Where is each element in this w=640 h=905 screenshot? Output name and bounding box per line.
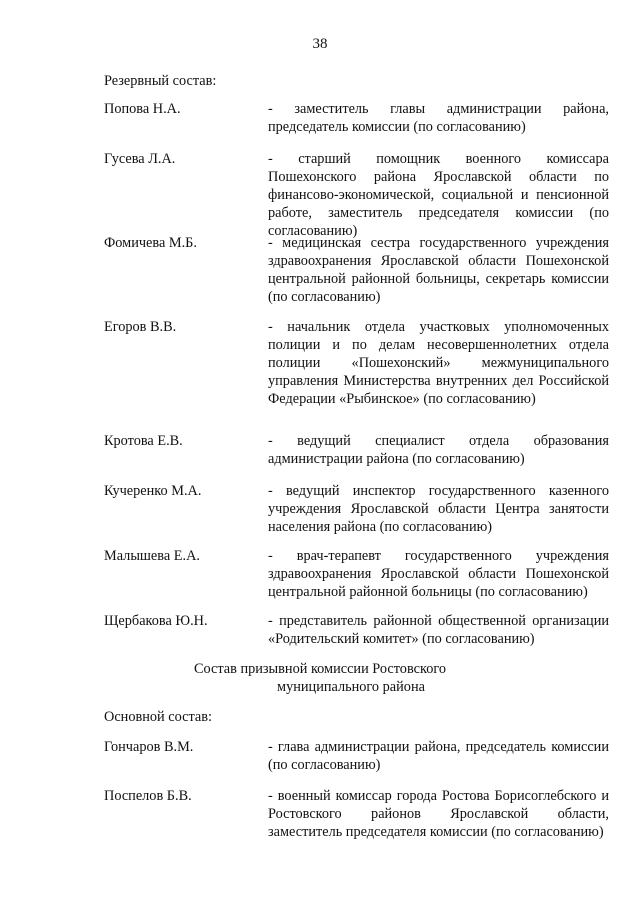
page-number: 38 [312, 36, 328, 52]
member-role: - врач-терапевт государственного учреждения здравоохранения Ярославской области Пошехонской центральной районной больницы (по согласованию) [268, 548, 609, 600]
main-heading: Основной состав: [104, 709, 212, 725]
member-role: - глава администрации района, председатель комиссии (по согласованию) [268, 739, 609, 773]
member-name: Кротова Е.В. [104, 433, 183, 449]
section-title [0, 660, 640, 696]
member-role: - старший помощник военного комиссара Пошехонского района Ярославской области по финансово-экономической, социальной и пенсионной работе, заместитель председателя комиссии (по согласованию) [268, 151, 609, 239]
section-title-line-2: муниципального района [277, 679, 425, 695]
member-name: Гончаров В.М. [104, 739, 194, 755]
member-role: - заместитель главы администрации района, председатель комиссии (по согласованию) [268, 101, 609, 135]
member-role: - военный комиссар города Ростова Борисоглебского и Ростовского районов Ярославской области, заместитель председателя комиссии (по согласованию) [268, 788, 609, 840]
member-name: Гусева Л.А. [104, 151, 176, 167]
member-name: Малышева Е.А. [104, 548, 200, 564]
member-name: Егоров В.В. [104, 319, 177, 335]
member-role: - медицинская сестра государственного учреждения здравоохранения Ярославской области Пошехонской центральной районной больницы, секретарь комиссии (по согласованию) [268, 235, 609, 305]
member-name: Фомичева М.Б. [104, 235, 197, 251]
member-role: - ведущий специалист отдела образования администрации района (по согласованию) [268, 433, 609, 467]
section-title-line-1: Состав призывной комиссии Ростовского [193, 661, 446, 677]
member-name: Поспелов Б.В. [104, 788, 192, 804]
member-name: Попова Н.А. [104, 101, 181, 117]
member-role: - представитель районной общественной организации «Родительский комитет» (по согласованию) [268, 613, 609, 647]
member-name: Щербакова Ю.Н. [104, 613, 208, 629]
member-role: - начальник отдела участковых уполномоченных полиции и по делам несовершеннолетних отдела полиции «Пошехонский» межмуниципального управления Министерства внутренних дел Российской Федерации «Рыбинское» (по согласованию) [268, 319, 609, 407]
reserve-heading: Резервный состав: [104, 73, 217, 89]
member-name: Кучеренко М.А. [104, 483, 202, 499]
member-role: - ведущий инспектор государственного казенного учреждения Ярославской области Центра занятости населения района (по согласованию) [268, 483, 609, 535]
